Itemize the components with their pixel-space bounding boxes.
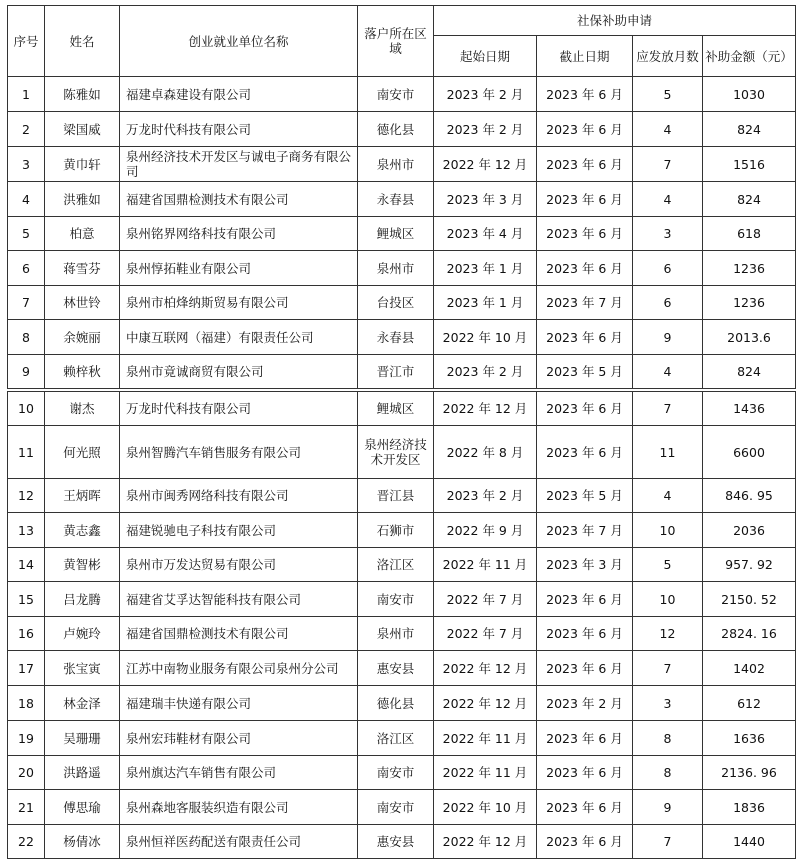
cell-company: 福建瑞丰快递有限公司 [120, 686, 358, 721]
cell-months: 5 [633, 548, 703, 582]
cell-months: 9 [633, 790, 703, 825]
cell-amount: 2036 [703, 513, 796, 548]
cell-months: 3 [633, 686, 703, 721]
cell-name: 蒋雪芬 [45, 251, 120, 286]
cell-end-date: 2023 年 6 月 [537, 182, 633, 217]
cell-company: 泉州市闽秀网络科技有限公司 [120, 479, 358, 513]
cell-seq: 16 [8, 617, 45, 651]
cell-end-date: 2023 年 6 月 [537, 392, 633, 426]
cell-seq: 4 [8, 182, 45, 217]
cell-end-date: 2023 年 5 月 [537, 479, 633, 513]
cell-start-date: 2022 年 11 月 [434, 721, 537, 756]
cell-company: 泉州智腾汽车销售服务有限公司 [120, 426, 358, 479]
table-row [8, 790, 796, 825]
cell-region: 泉州经济技术开发区 [358, 426, 434, 479]
cell-amount: 1436 [703, 392, 796, 426]
table-row [8, 182, 796, 217]
header-start-date: 起始日期 [434, 36, 537, 77]
cell-start-date: 2022 年 11 月 [434, 548, 537, 582]
cell-seq: 15 [8, 582, 45, 617]
cell-start-date: 2023 年 2 月 [434, 355, 537, 389]
cell-amount: 1440 [703, 825, 796, 859]
table-row [8, 286, 796, 320]
table-row [8, 426, 796, 479]
cell-company: 福建锐驰电子科技有限公司 [120, 513, 358, 548]
cell-months: 7 [633, 147, 703, 182]
cell-end-date: 2023 年 6 月 [537, 77, 633, 112]
cell-seq: 13 [8, 513, 45, 548]
cell-amount: 2013.6 [703, 320, 796, 355]
cell-company: 江苏中南物业服务有限公司泉州分公司 [120, 651, 358, 686]
table-row [8, 479, 796, 513]
cell-amount: 1030 [703, 77, 796, 112]
table-row [8, 251, 796, 286]
cell-seq: 19 [8, 721, 45, 756]
cell-name: 洪路遥 [45, 756, 120, 790]
cell-company: 泉州森地客服装织造有限公司 [120, 790, 358, 825]
cell-seq: 7 [8, 286, 45, 320]
cell-name: 黄智彬 [45, 548, 120, 582]
cell-months: 4 [633, 355, 703, 389]
cell-company: 泉州恒祥医药配送有限责任公司 [120, 825, 358, 859]
cell-company: 万龙时代科技有限公司 [120, 112, 358, 147]
cell-company: 福建卓森建设有限公司 [120, 77, 358, 112]
cell-region: 洛江区 [358, 721, 434, 756]
cell-end-date: 2023 年 6 月 [537, 426, 633, 479]
cell-start-date: 2022 年 12 月 [434, 825, 537, 859]
cell-months: 11 [633, 426, 703, 479]
cell-seq: 18 [8, 686, 45, 721]
table-row [8, 825, 796, 859]
cell-amount: 824 [703, 355, 796, 389]
cell-end-date: 2023 年 6 月 [537, 790, 633, 825]
cell-amount: 2136. 96 [703, 756, 796, 790]
cell-name: 林世铃 [45, 286, 120, 320]
cell-name: 赖梓秋 [45, 355, 120, 389]
cell-start-date: 2022 年 9 月 [434, 513, 537, 548]
cell-months: 6 [633, 251, 703, 286]
cell-company: 中康互联网（福建）有限责任公司 [120, 320, 358, 355]
cell-company: 泉州市竟诚商贸有限公司 [120, 355, 358, 389]
cell-amount: 1836 [703, 790, 796, 825]
cell-seq: 14 [8, 548, 45, 582]
cell-months: 3 [633, 217, 703, 251]
cell-amount: 1236 [703, 251, 796, 286]
header-social-security-group: 社保补助申请 [434, 6, 796, 36]
cell-region: 永春县 [358, 182, 434, 217]
cell-months: 4 [633, 182, 703, 217]
cell-months: 7 [633, 392, 703, 426]
cell-region: 德化县 [358, 112, 434, 147]
cell-start-date: 2022 年 8 月 [434, 426, 537, 479]
cell-end-date: 2023 年 2 月 [537, 686, 633, 721]
cell-start-date: 2023 年 2 月 [434, 479, 537, 513]
header-name: 姓名 [45, 6, 120, 77]
cell-amount: 846. 95 [703, 479, 796, 513]
cell-name: 黄志鑫 [45, 513, 120, 548]
cell-region: 泉州市 [358, 147, 434, 182]
table-row [8, 721, 796, 756]
cell-end-date: 2023 年 6 月 [537, 825, 633, 859]
cell-months: 9 [633, 320, 703, 355]
cell-name: 谢杰 [45, 392, 120, 426]
cell-end-date: 2023 年 6 月 [537, 617, 633, 651]
cell-name: 何光照 [45, 426, 120, 479]
table-row [8, 686, 796, 721]
cell-region: 台投区 [358, 286, 434, 320]
cell-amount: 957. 92 [703, 548, 796, 582]
cell-start-date: 2023 年 3 月 [434, 182, 537, 217]
cell-name: 柏意 [45, 217, 120, 251]
cell-company: 福建省国鼎检测技术有限公司 [120, 617, 358, 651]
cell-region: 石狮市 [358, 513, 434, 548]
cell-name: 吴珊珊 [45, 721, 120, 756]
cell-end-date: 2023 年 6 月 [537, 721, 633, 756]
cell-amount: 2150. 52 [703, 582, 796, 617]
cell-months: 10 [633, 513, 703, 548]
cell-amount: 824 [703, 112, 796, 147]
cell-amount: 1516 [703, 147, 796, 182]
cell-company: 福建省艾孚达智能科技有限公司 [120, 582, 358, 617]
cell-seq: 21 [8, 790, 45, 825]
cell-seq: 2 [8, 112, 45, 147]
cell-end-date: 2023 年 6 月 [537, 756, 633, 790]
cell-region: 德化县 [358, 686, 434, 721]
cell-start-date: 2022 年 7 月 [434, 617, 537, 651]
cell-company: 泉州经济技术开发区与诚电子商务有限公司 [120, 147, 358, 182]
cell-name: 吕龙腾 [45, 582, 120, 617]
table-row [8, 582, 796, 617]
cell-name: 陈雅如 [45, 77, 120, 112]
cell-amount: 612 [703, 686, 796, 721]
cell-seq: 10 [8, 392, 45, 426]
cell-months: 5 [633, 77, 703, 112]
cell-seq: 5 [8, 217, 45, 251]
table-body-part-1 [8, 77, 796, 389]
cell-region: 南安市 [358, 582, 434, 617]
table-row [8, 392, 796, 426]
cell-name: 傅思瑜 [45, 790, 120, 825]
cell-seq: 22 [8, 825, 45, 859]
table-row [8, 320, 796, 355]
cell-region: 泉州市 [358, 251, 434, 286]
cell-seq: 20 [8, 756, 45, 790]
cell-name: 张宝寅 [45, 651, 120, 686]
cell-company: 泉州市万发达贸易有限公司 [120, 548, 358, 582]
cell-months: 8 [633, 721, 703, 756]
cell-amount: 2824. 16 [703, 617, 796, 651]
cell-region: 南安市 [358, 756, 434, 790]
header-end-date: 截止日期 [537, 36, 633, 77]
cell-region: 鲤城区 [358, 217, 434, 251]
cell-seq: 12 [8, 479, 45, 513]
cell-start-date: 2023 年 1 月 [434, 251, 537, 286]
cell-seq: 8 [8, 320, 45, 355]
cell-end-date: 2023 年 6 月 [537, 251, 633, 286]
cell-months: 7 [633, 651, 703, 686]
cell-start-date: 2022 年 12 月 [434, 392, 537, 426]
cell-end-date: 2023 年 6 月 [537, 320, 633, 355]
subsidy-table-part-1 [7, 5, 796, 389]
cell-start-date: 2022 年 12 月 [434, 147, 537, 182]
cell-company: 泉州宏玮鞋材有限公司 [120, 721, 358, 756]
cell-name: 洪雅如 [45, 182, 120, 217]
cell-region: 惠安县 [358, 825, 434, 859]
cell-end-date: 2023 年 6 月 [537, 147, 633, 182]
header-seq: 序号 [8, 6, 45, 77]
cell-region: 南安市 [358, 77, 434, 112]
cell-end-date: 2023 年 7 月 [537, 286, 633, 320]
cell-end-date: 2023 年 5 月 [537, 355, 633, 389]
cell-months: 4 [633, 479, 703, 513]
header-region: 落户所在区域 [358, 6, 434, 77]
cell-start-date: 2023 年 2 月 [434, 112, 537, 147]
table-row [8, 147, 796, 182]
cell-name: 梁国威 [45, 112, 120, 147]
cell-start-date: 2023 年 4 月 [434, 217, 537, 251]
cell-amount: 6600 [703, 426, 796, 479]
cell-amount: 1636 [703, 721, 796, 756]
cell-amount: 618 [703, 217, 796, 251]
cell-name: 王炳晖 [45, 479, 120, 513]
cell-end-date: 2023 年 6 月 [537, 217, 633, 251]
cell-seq: 11 [8, 426, 45, 479]
header-company: 创业就业单位名称 [120, 6, 358, 77]
table-row [8, 217, 796, 251]
cell-months: 10 [633, 582, 703, 617]
header-months: 应发放月数 [633, 36, 703, 77]
cell-start-date: 2022 年 12 月 [434, 651, 537, 686]
cell-region: 永春县 [358, 320, 434, 355]
cell-start-date: 2022 年 10 月 [434, 790, 537, 825]
cell-amount: 1236 [703, 286, 796, 320]
cell-region: 鲤城区 [358, 392, 434, 426]
cell-end-date: 2023 年 6 月 [537, 112, 633, 147]
cell-company: 泉州市柏烽纳斯贸易有限公司 [120, 286, 358, 320]
cell-seq: 1 [8, 77, 45, 112]
cell-name: 余婉丽 [45, 320, 120, 355]
table-row [8, 513, 796, 548]
cell-start-date: 2022 年 12 月 [434, 686, 537, 721]
cell-months: 4 [633, 112, 703, 147]
cell-start-date: 2023 年 2 月 [434, 77, 537, 112]
header-amount: 补助金额（元） [703, 36, 796, 77]
table-row [8, 112, 796, 147]
cell-company: 福建省国鼎检测技术有限公司 [120, 182, 358, 217]
table-row [8, 617, 796, 651]
table-row [8, 355, 796, 389]
cell-start-date: 2022 年 11 月 [434, 756, 537, 790]
cell-name: 黄巾轩 [45, 147, 120, 182]
subsidy-table-part-2 [7, 391, 796, 859]
cell-end-date: 2023 年 6 月 [537, 651, 633, 686]
cell-start-date: 2022 年 10 月 [434, 320, 537, 355]
cell-name: 林金泽 [45, 686, 120, 721]
cell-amount: 824 [703, 182, 796, 217]
cell-region: 泉州市 [358, 617, 434, 651]
cell-region: 晋江市 [358, 355, 434, 389]
table-row [8, 77, 796, 112]
table-row [8, 651, 796, 686]
cell-amount: 1402 [703, 651, 796, 686]
cell-company: 泉州铭界网络科技有限公司 [120, 217, 358, 251]
cell-seq: 6 [8, 251, 45, 286]
cell-months: 6 [633, 286, 703, 320]
cell-end-date: 2023 年 7 月 [537, 513, 633, 548]
cell-start-date: 2023 年 1 月 [434, 286, 537, 320]
cell-start-date: 2022 年 7 月 [434, 582, 537, 617]
table-body-part-2 [8, 392, 796, 859]
cell-months: 7 [633, 825, 703, 859]
cell-seq: 3 [8, 147, 45, 182]
cell-region: 惠安县 [358, 651, 434, 686]
cell-region: 南安市 [358, 790, 434, 825]
cell-region: 洛江区 [358, 548, 434, 582]
cell-company: 泉州旗达汽车销售有限公司 [120, 756, 358, 790]
cell-company: 泉州惇拓鞋业有限公司 [120, 251, 358, 286]
table-row [8, 756, 796, 790]
cell-company: 万龙时代科技有限公司 [120, 392, 358, 426]
cell-end-date: 2023 年 3 月 [537, 548, 633, 582]
cell-months: 8 [633, 756, 703, 790]
cell-region: 晋江县 [358, 479, 434, 513]
cell-seq: 9 [8, 355, 45, 389]
table-row [8, 548, 796, 582]
cell-months: 12 [633, 617, 703, 651]
cell-end-date: 2023 年 6 月 [537, 582, 633, 617]
cell-seq: 17 [8, 651, 45, 686]
cell-name: 杨倩冰 [45, 825, 120, 859]
cell-name: 卢婉玲 [45, 617, 120, 651]
